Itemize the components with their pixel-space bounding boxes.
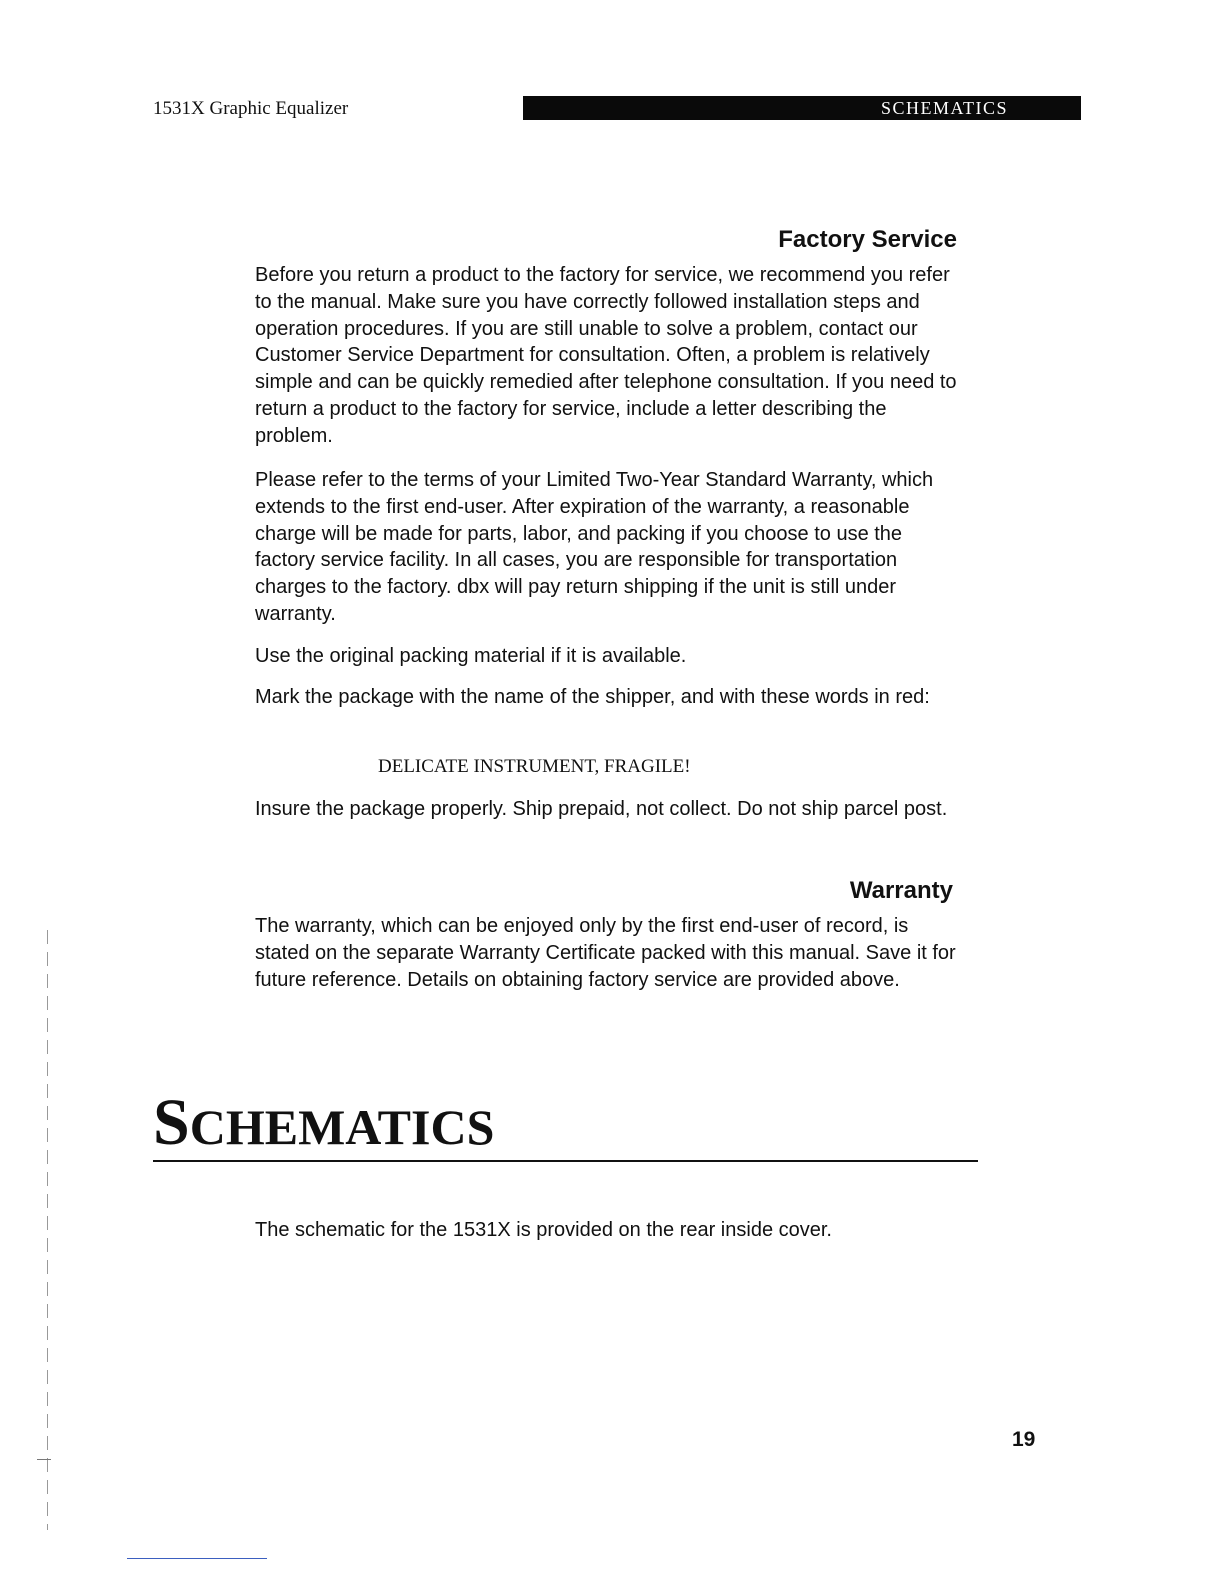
- fragile-notice: DELICATE INSTRUMENT, FRAGILE!: [378, 756, 691, 777]
- running-header-bar: [523, 96, 1081, 120]
- schematics-title-initial: S: [153, 1086, 190, 1159]
- scan-edge-mark: [47, 930, 48, 1530]
- schematics-paragraph: The schematic for the 1531X is provided on the rear inside cover.: [255, 1219, 832, 1241]
- running-header-section: SCHEMATICS: [880, 98, 1008, 118]
- factory-service-closing: Insure the package properly. Ship prepaid, not collect. Do not ship parcel post.: [255, 798, 948, 820]
- factory-service-paragraph-1: Before you return a product to the factory for service, we recommend you refer to the manual. Make sure you have correctly followed installation steps and operation procedures. If you are still unable to solve a problem, contact our Customer Service Department for consultation. Often, a problem is relatively simple and can be quickly remedied after telephone consultation. If you need to return a product to the factory for service, include a letter describing the problem.: [255, 264, 957, 447]
- scan-bottom-mark: [127, 1558, 267, 1559]
- scan-tick-mark: [37, 1459, 51, 1460]
- page-number: 19: [1012, 1428, 1036, 1451]
- warranty-paragraph: The warranty, which can be enjoyed only by the first end-user of record, is stated on the separate Warranty Certificate packed with this manual. Save it for future reference. Details on obtaining factory service are provided above.: [255, 915, 956, 991]
- factory-service-heading: Factory Service: [778, 226, 957, 253]
- factory-service-paragraph-4: Mark the package with the name of the shipper, and with these words in red:: [255, 686, 930, 708]
- running-header-title: 1531X Graphic Equalizer: [153, 98, 349, 119]
- schematics-title-rest: CHEMATICS: [189, 1099, 495, 1155]
- factory-service-paragraph-2: Please refer to the terms of your Limited Two-Year Standard Warranty, which extends to the first end-user. After expiration of the warranty, a reasonable charge will be made for parts, labor, and packing if you choose to use the factory service facility. In all cases, you are responsible for transportation charges to the factory. dbx will pay return shipping if the unit is still under warranty.: [255, 469, 934, 625]
- warranty-heading: Warranty: [849, 877, 953, 904]
- schematics-title: [153, 1088, 494, 1162]
- factory-service-paragraph-3: Use the original packing material if it is available.: [255, 645, 687, 667]
- schematics-title-rule: [153, 1160, 978, 1162]
